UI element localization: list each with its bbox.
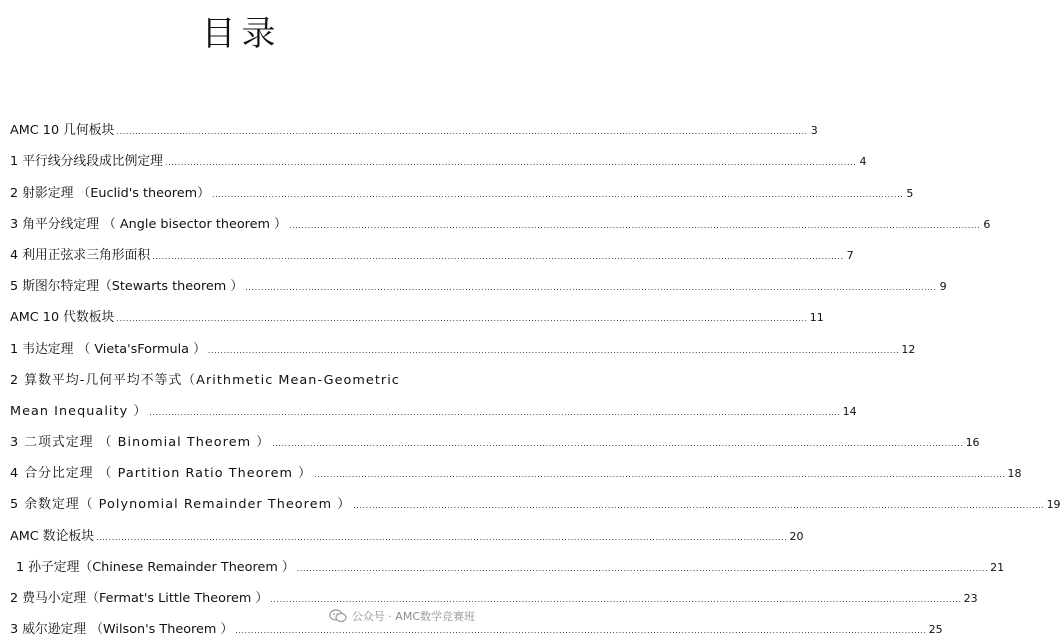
watermark <box>329 608 475 624</box>
toc-entry[interactable] <box>10 482 1061 513</box>
wechat-icon <box>329 609 347 623</box>
toc-page-number: 14 <box>842 404 857 418</box>
toc-leader-dots: ............................................................................................................................................................................................................................ <box>272 439 964 449</box>
toc-entry-label: 1 平行线分线段成比例定理 <box>10 154 163 170</box>
toc-page-number: 25 <box>928 623 943 637</box>
toc-page-number: 9 <box>939 280 947 294</box>
toc-entry[interactable] <box>10 170 914 201</box>
toc-entry-label: 3 威尔逊定理 （Wilson's Theorem ） <box>10 622 234 638</box>
toc-leader-dots: ............................................................................................................................................................................................................................ <box>270 595 962 604</box>
toc-entry-label: 2 射影定理 （Euclid's theorem） <box>10 185 210 201</box>
toc-entry[interactable] <box>10 420 980 451</box>
toc-page-number: 16 <box>965 436 980 450</box>
toc-entry[interactable] <box>10 545 1005 576</box>
toc-entry-label: AMC 数论板块 <box>10 528 94 544</box>
toc-page-number: 19 <box>1046 498 1061 512</box>
toc-page-number: 3 <box>810 124 818 138</box>
toc-page-number: 21 <box>990 560 1005 574</box>
toc-entry-label: 5 斯图尔特定理（Stewarts theorem ） <box>10 279 244 295</box>
toc-entry-label: 2 费马小定理（Fermat's Little Theorem ） <box>10 591 269 606</box>
toc-entry-label: 1 孙子定理（Chinese Remainder Theorem ） <box>16 559 295 575</box>
toc-page-number: 5 <box>906 186 914 200</box>
toc-entry-label: 2 算数平均-几何平均不等式（Arithmetic Mean-Geometric <box>10 372 400 388</box>
toc-entry[interactable] <box>10 576 978 607</box>
toc-page-number: 12 <box>901 342 916 356</box>
toc-leader-dots: ............................................................................................................................................................................................................................ <box>207 345 900 355</box>
toc-entry-label: 4 合分比定理 （ Partition Ratio Theorem ） <box>10 466 313 482</box>
toc-page-number: 18 <box>1007 467 1022 481</box>
toc-leader-dots: ............................................................................................................................................................................................................................ <box>296 563 989 573</box>
toc-entry[interactable] <box>10 139 867 170</box>
toc-entry[interactable] <box>10 513 804 544</box>
toc-leader-dots: ............................................................................................................................................................................................................................ <box>164 158 857 168</box>
table-of-contents <box>10 108 1061 638</box>
toc-entry[interactable] <box>10 326 916 357</box>
toc-entry-label: 3 二项式定理 （ Binomial Theorem ） <box>10 435 271 451</box>
toc-entry-label: 5 余数定理（ Polynomial Remainder Theorem ） <box>10 497 352 513</box>
toc-entry-label: 3 角平分线定理 （ Angle bisector theorem ） <box>10 216 287 232</box>
toc-leader-dots: ............................................................................................................................................................................................................................ <box>149 407 841 417</box>
toc-leader-dots: ............................................................................................................................................................................................................................ <box>152 251 844 261</box>
toc-entry-line2[interactable] <box>10 389 857 420</box>
toc-page-number: 20 <box>789 529 804 543</box>
toc-leader-dots: ............................................................................................................................................................................................................................ <box>116 314 808 324</box>
toc-entry[interactable] <box>10 264 947 295</box>
toc-entry-label: 4 利用正弦求三角形面积 <box>10 247 151 263</box>
toc-page-number: 23 <box>963 592 978 605</box>
toc-entry[interactable] <box>10 295 824 326</box>
toc-page-number: 6 <box>983 217 991 231</box>
toc-entry-label: AMC 10 代数板块 <box>10 310 115 326</box>
toc-entry[interactable] <box>10 233 854 264</box>
toc-leader-dots: ............................................................................................................................................................................................................................ <box>245 283 937 293</box>
toc-entry-label: 1 韦达定理 （ Vieta'sFormula ） <box>10 341 206 357</box>
toc-page-number: 11 <box>809 311 824 325</box>
toc-entry-line1[interactable] <box>10 358 428 389</box>
toc-leader-dots: ............................................................................................................................................................................................................................ <box>116 127 808 137</box>
page-title: 目录 <box>201 14 282 54</box>
toc-entry[interactable] <box>10 451 1022 482</box>
toc-leader-dots: ............................................................................................................................................................................................................................ <box>211 189 904 199</box>
toc-leader-dots: ............................................................................................................................................................................................................................ <box>96 532 788 542</box>
toc-page-number: 4 <box>859 155 867 169</box>
toc-leader-dots: ............................................................................................................................................................................................................................ <box>235 626 927 636</box>
toc-entry-label: Mean Inequality ） <box>10 403 148 419</box>
toc-entry[interactable] <box>10 108 818 139</box>
toc-entry-label: AMC 10 几何板块 <box>10 123 115 139</box>
toc-leader-dots: ............................................................................................................................................................................................................................ <box>314 470 1006 480</box>
toc-leader-dots: ............................................................................................................................................................................................................................ <box>353 501 1045 511</box>
toc-leader-dots: ............................................................................................................................................................................................................................ <box>288 220 981 230</box>
watermark-text: 公众号 · AMC数学竞赛班 <box>351 610 475 623</box>
toc-entry[interactable] <box>10 202 991 233</box>
toc-page-number: 7 <box>846 248 854 262</box>
